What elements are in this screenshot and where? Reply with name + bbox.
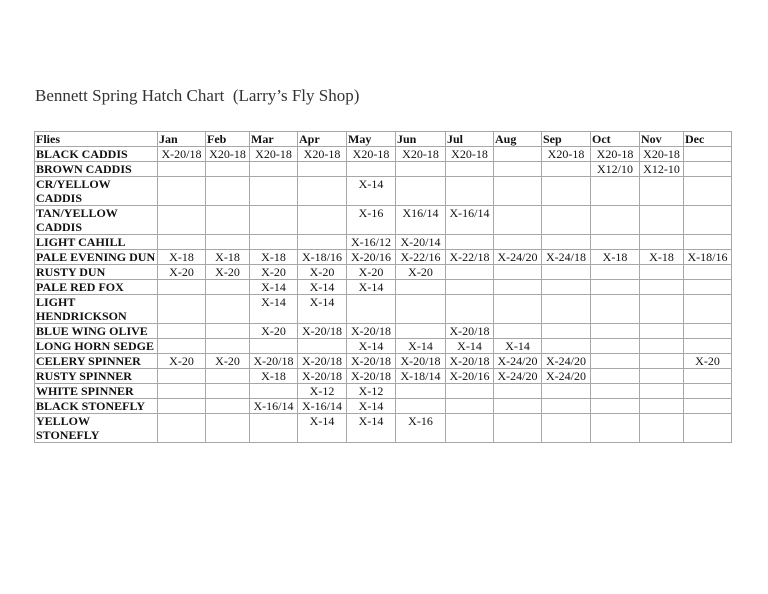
fly-name-cell: BLACK CADDIS [35, 147, 158, 162]
hook-size-cell [542, 324, 591, 339]
hook-size-cell [640, 265, 684, 280]
hook-size-cell [591, 295, 640, 324]
hook-size-cell: X-20/18 [298, 354, 347, 369]
hook-size-cell: X-20/16 [446, 369, 494, 384]
hook-size-cell [396, 384, 446, 399]
hook-size-cell [494, 162, 542, 177]
hook-size-cell: X-24/20 [494, 369, 542, 384]
hook-size-cell [494, 414, 542, 443]
hook-size-cell: X-18 [591, 250, 640, 265]
hook-size-cell [250, 162, 298, 177]
table-body [35, 147, 732, 443]
hook-size-cell [591, 324, 640, 339]
hook-size-cell: X-20 [250, 324, 298, 339]
hook-size-cell: X20-18 [542, 147, 591, 162]
hook-size-cell [494, 235, 542, 250]
hook-size-cell [158, 399, 206, 414]
fly-name-cell: YELLOW STONEFLY [35, 414, 158, 443]
hook-size-cell [396, 177, 446, 206]
hook-size-cell [298, 162, 347, 177]
hook-size-cell [542, 414, 591, 443]
hook-size-cell [446, 162, 494, 177]
table-header-row [35, 132, 732, 147]
hook-size-cell: X20-18 [347, 147, 396, 162]
hook-size-cell [684, 339, 732, 354]
hook-size-cell [494, 280, 542, 295]
hook-size-cell [206, 206, 250, 235]
hook-size-cell [640, 280, 684, 295]
hook-size-cell [684, 324, 732, 339]
hook-size-cell [347, 162, 396, 177]
column-header-month: Dec [684, 132, 732, 147]
hook-size-cell: X-18 [158, 250, 206, 265]
hook-size-cell: X-18 [640, 250, 684, 265]
fly-name-cell: BLUE WING OLIVE [35, 324, 158, 339]
table-row [35, 280, 732, 295]
hook-size-cell: X-14 [347, 414, 396, 443]
hook-size-cell: X16/14 [396, 206, 446, 235]
hook-size-cell [446, 265, 494, 280]
hook-size-cell [158, 280, 206, 295]
hook-size-cell [640, 399, 684, 414]
hook-size-cell [684, 177, 732, 206]
hook-size-cell: X-14 [396, 339, 446, 354]
hook-size-cell [206, 369, 250, 384]
hook-size-cell: X-24/20 [542, 369, 591, 384]
hook-size-cell: X-20/18 [347, 324, 396, 339]
hook-size-cell [640, 324, 684, 339]
hook-size-cell: X-16 [347, 206, 396, 235]
hook-size-cell: X-14 [347, 339, 396, 354]
hook-size-cell: X-20/18 [446, 324, 494, 339]
hook-size-cell [206, 177, 250, 206]
hook-size-cell [158, 295, 206, 324]
hook-size-cell [542, 265, 591, 280]
hook-size-cell [347, 295, 396, 324]
hook-size-cell: X-14 [250, 280, 298, 295]
hook-size-cell [591, 177, 640, 206]
hook-size-cell [206, 235, 250, 250]
hook-size-cell [206, 399, 250, 414]
hook-size-cell: X20-18 [206, 147, 250, 162]
fly-name-cell: WHITE SPINNER [35, 384, 158, 399]
hook-size-cell [206, 280, 250, 295]
hook-size-cell [298, 177, 347, 206]
hook-size-cell [396, 295, 446, 324]
hook-size-cell [542, 295, 591, 324]
hook-size-cell [206, 324, 250, 339]
hook-size-cell [494, 206, 542, 235]
hook-size-cell [542, 280, 591, 295]
hook-size-cell [591, 265, 640, 280]
hook-size-cell: X20-18 [250, 147, 298, 162]
page-title: Bennett Spring Hatch Chart (Larry’s Fly Shop) [35, 86, 360, 105]
hook-size-cell [158, 369, 206, 384]
hook-size-cell: X-16/14 [298, 399, 347, 414]
hook-size-cell [494, 177, 542, 206]
hook-size-cell: X-18/16 [684, 250, 732, 265]
hook-size-cell [640, 339, 684, 354]
hook-size-cell [396, 324, 446, 339]
hook-size-cell [250, 414, 298, 443]
fly-name-cell: PALE EVENING DUN [35, 250, 158, 265]
hook-size-cell: X-14 [347, 280, 396, 295]
column-header-month: Sep [542, 132, 591, 147]
fly-name-cell: CELERY SPINNER [35, 354, 158, 369]
hook-size-cell [591, 235, 640, 250]
hook-size-cell: X-24/20 [542, 354, 591, 369]
column-header-month: Mar [250, 132, 298, 147]
table-row [35, 339, 732, 354]
hook-size-cell [250, 339, 298, 354]
hook-size-cell: X-12 [298, 384, 347, 399]
hook-size-cell [446, 295, 494, 324]
hook-size-cell [684, 235, 732, 250]
hook-size-cell: X-14 [298, 414, 347, 443]
hook-size-cell: X20-18 [591, 147, 640, 162]
hook-size-cell [684, 414, 732, 443]
hook-size-cell [250, 206, 298, 235]
hook-size-cell [640, 177, 684, 206]
hook-size-cell: X-14 [494, 339, 542, 354]
hook-size-cell [591, 354, 640, 369]
hook-size-cell: X-16 [396, 414, 446, 443]
column-header-month: Feb [206, 132, 250, 147]
hook-size-cell: X-16/12 [347, 235, 396, 250]
hook-size-cell [206, 384, 250, 399]
hook-size-cell: X-24/18 [542, 250, 591, 265]
hook-size-cell [494, 324, 542, 339]
hook-size-cell [494, 147, 542, 162]
hook-size-cell [494, 384, 542, 399]
hook-size-cell [396, 399, 446, 414]
hook-size-cell: X-20/18 [347, 369, 396, 384]
hook-size-cell [298, 206, 347, 235]
column-header-month: Jun [396, 132, 446, 147]
hook-size-cell: X-20/16 [347, 250, 396, 265]
hook-size-cell [542, 206, 591, 235]
hook-size-cell [542, 235, 591, 250]
table-row [35, 384, 732, 399]
column-header-month: Nov [640, 132, 684, 147]
hook-size-cell: X-14 [298, 280, 347, 295]
hook-size-cell: X-24/20 [494, 354, 542, 369]
hook-size-cell [158, 384, 206, 399]
hook-size-cell [542, 399, 591, 414]
hook-size-cell: X-14 [298, 295, 347, 324]
hook-size-cell: X-20/18 [446, 354, 494, 369]
fly-name-cell: LIGHT CAHILL [35, 235, 158, 250]
hook-size-cell [684, 295, 732, 324]
hook-size-cell: X12-10 [640, 162, 684, 177]
hook-size-cell [640, 354, 684, 369]
hook-size-cell [591, 369, 640, 384]
column-header-month: May [347, 132, 396, 147]
hook-size-cell: X-18 [250, 369, 298, 384]
hook-size-cell [298, 235, 347, 250]
hook-size-cell [684, 399, 732, 414]
fly-name-cell: BROWN CADDIS [35, 162, 158, 177]
hook-size-cell: X-20/18 [396, 354, 446, 369]
hook-size-cell: X12/10 [591, 162, 640, 177]
hook-size-cell: X-14 [347, 399, 396, 414]
hook-size-cell [684, 206, 732, 235]
table-row [35, 235, 732, 250]
hook-size-cell: X-14 [446, 339, 494, 354]
hook-size-cell: X-20/18 [250, 354, 298, 369]
table-row [35, 295, 732, 324]
hook-size-cell: X-16/14 [250, 399, 298, 414]
table-row [35, 206, 732, 235]
hook-size-cell [446, 235, 494, 250]
table-row [35, 177, 732, 206]
hook-size-cell [684, 147, 732, 162]
hook-size-cell [396, 162, 446, 177]
hook-size-cell [206, 339, 250, 354]
hook-size-cell [158, 414, 206, 443]
hook-size-cell: X-14 [250, 295, 298, 324]
hook-size-cell: X-22/16 [396, 250, 446, 265]
hook-size-cell: X-20/18 [347, 354, 396, 369]
fly-name-cell: TAN/YELLOW CADDIS [35, 206, 158, 235]
hook-size-cell: X20-18 [298, 147, 347, 162]
fly-name-cell: RUSTY SPINNER [35, 369, 158, 384]
hook-size-cell: X-20 [250, 265, 298, 280]
hook-size-cell [494, 265, 542, 280]
hook-size-cell [542, 339, 591, 354]
hook-size-cell [494, 295, 542, 324]
hook-size-cell [446, 384, 494, 399]
hook-size-cell: X-20 [206, 265, 250, 280]
column-header-month: Apr [298, 132, 347, 147]
hook-size-cell: X-18 [206, 250, 250, 265]
hook-size-cell: X-18/14 [396, 369, 446, 384]
hook-size-cell: X-20 [298, 265, 347, 280]
hook-size-cell [158, 162, 206, 177]
hook-size-cell [684, 369, 732, 384]
hook-size-cell [640, 295, 684, 324]
hook-size-cell [591, 206, 640, 235]
table-row [35, 399, 732, 414]
hook-size-cell [591, 339, 640, 354]
hook-size-cell: X-24/20 [494, 250, 542, 265]
hook-size-cell [250, 384, 298, 399]
hook-size-cell: X-20 [347, 265, 396, 280]
hook-size-cell [206, 414, 250, 443]
table-row [35, 265, 732, 280]
hook-size-cell [591, 384, 640, 399]
table-row [35, 414, 732, 443]
hook-size-cell: X-14 [347, 177, 396, 206]
hook-size-cell [298, 339, 347, 354]
fly-name-cell: LONG HORN SEDGE [35, 339, 158, 354]
hook-size-cell: X-20/18 [298, 369, 347, 384]
fly-name-cell: BLACK STONEFLY [35, 399, 158, 414]
fly-name-cell: LIGHT HENDRICKSON [35, 295, 158, 324]
hook-size-cell [396, 280, 446, 295]
hook-size-cell [640, 206, 684, 235]
hook-size-cell [446, 399, 494, 414]
table-row [35, 250, 732, 265]
hook-size-cell [446, 280, 494, 295]
hatch-chart-table [34, 131, 732, 443]
hook-size-cell [640, 235, 684, 250]
hook-size-cell: X-18/16 [298, 250, 347, 265]
column-header-month: Oct [591, 132, 640, 147]
hook-size-cell [158, 206, 206, 235]
hook-size-cell [158, 235, 206, 250]
hook-size-cell [684, 265, 732, 280]
hook-size-cell [158, 339, 206, 354]
hook-size-cell: X-20 [206, 354, 250, 369]
hook-size-cell [250, 177, 298, 206]
hook-size-cell [591, 414, 640, 443]
hook-size-cell [206, 162, 250, 177]
hook-size-cell [591, 399, 640, 414]
hook-size-cell [640, 369, 684, 384]
table-row [35, 162, 732, 177]
hook-size-cell: X-18 [250, 250, 298, 265]
hook-size-cell [446, 414, 494, 443]
column-header-month: Jan [158, 132, 206, 147]
hook-size-cell [591, 280, 640, 295]
hook-size-cell: X-20/14 [396, 235, 446, 250]
hook-size-cell: X-16/14 [446, 206, 494, 235]
hook-size-cell [684, 162, 732, 177]
hook-size-cell [494, 399, 542, 414]
hook-size-cell: X-20 [158, 354, 206, 369]
hook-size-cell: X-20 [396, 265, 446, 280]
hook-size-cell [684, 384, 732, 399]
hook-size-cell [158, 177, 206, 206]
hook-size-cell [684, 280, 732, 295]
hook-size-cell [640, 384, 684, 399]
table-row [35, 324, 732, 339]
table-row [35, 369, 732, 384]
fly-name-cell: PALE RED FOX [35, 280, 158, 295]
hook-size-cell: X-20 [158, 265, 206, 280]
hook-size-cell [542, 162, 591, 177]
fly-name-cell: CR/YELLOW CADDIS [35, 177, 158, 206]
table-row [35, 147, 732, 162]
column-header-flies: Flies [35, 132, 158, 147]
table-row [35, 354, 732, 369]
hook-size-cell [542, 384, 591, 399]
column-header-month: Aug [494, 132, 542, 147]
hook-size-cell: X-20/18 [298, 324, 347, 339]
hook-size-cell [446, 177, 494, 206]
hook-size-cell [158, 324, 206, 339]
hook-size-cell: X-22/18 [446, 250, 494, 265]
hook-size-cell [542, 177, 591, 206]
hook-size-cell: X-12 [347, 384, 396, 399]
hook-size-cell: X20-18 [396, 147, 446, 162]
hook-size-cell: X-20/18 [158, 147, 206, 162]
column-header-month: Jul [446, 132, 494, 147]
hook-size-cell: X20-18 [446, 147, 494, 162]
hook-size-cell: X-20 [684, 354, 732, 369]
hook-size-cell [206, 295, 250, 324]
hook-size-cell: X20-18 [640, 147, 684, 162]
hook-size-cell [640, 414, 684, 443]
fly-name-cell: RUSTY DUN [35, 265, 158, 280]
hook-size-cell [250, 235, 298, 250]
